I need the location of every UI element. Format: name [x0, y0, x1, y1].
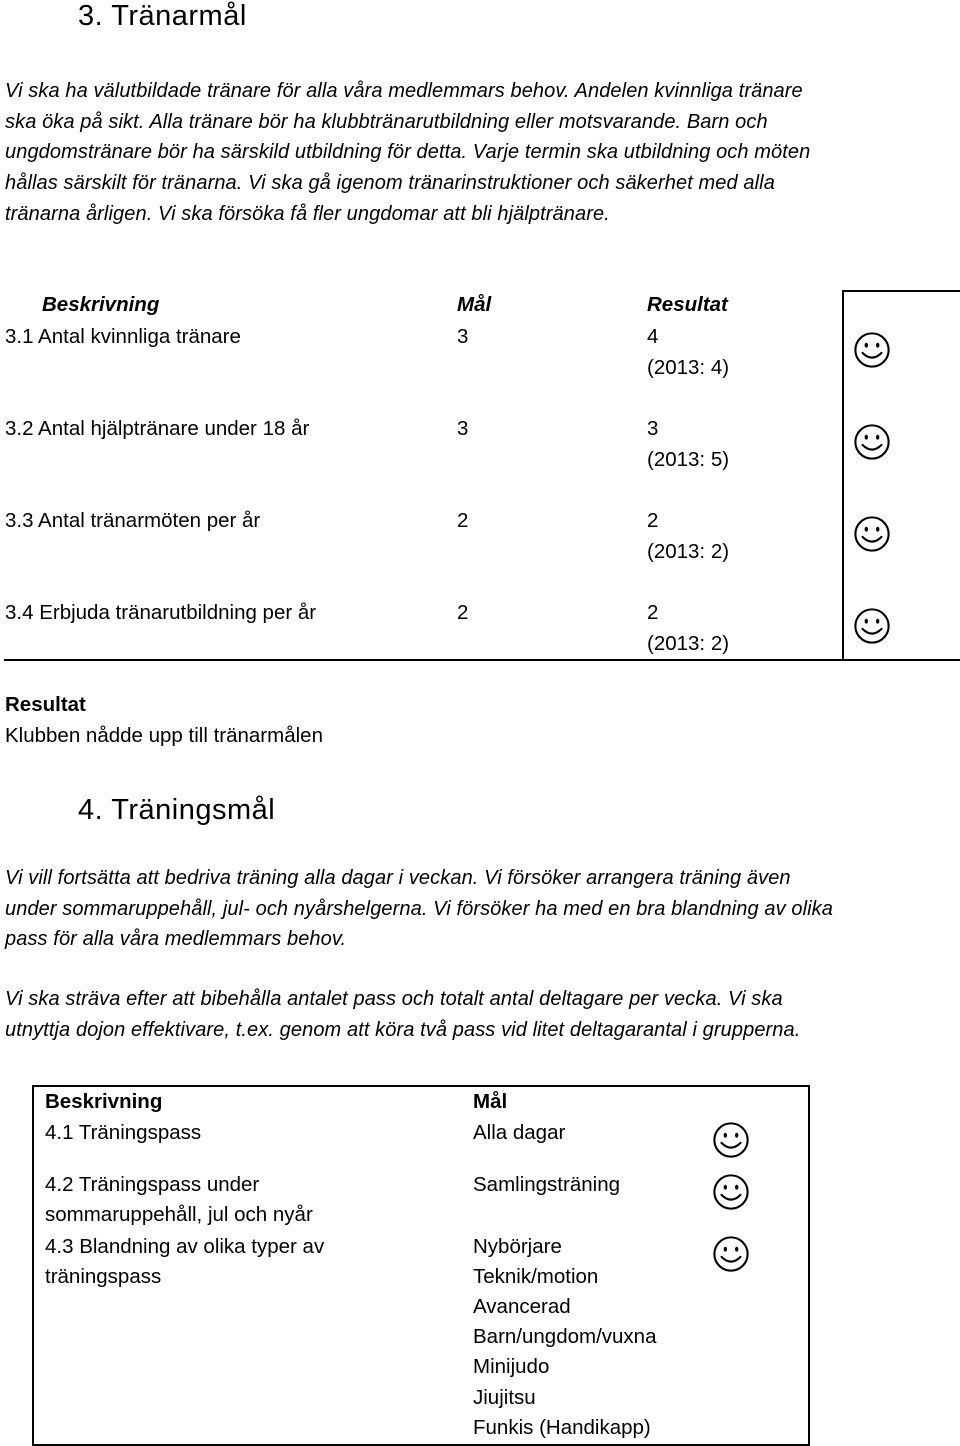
row-goal: Jiujitsu	[473, 1386, 536, 1409]
row-goal: Nybörjare	[473, 1235, 562, 1258]
row-previous-result: (2013: 2)	[647, 540, 730, 563]
row-previous-result: (2013: 2)	[647, 632, 730, 655]
row-description: 3.3 Antal tränarmöten per år	[5, 509, 261, 532]
row-goal: Barn/ungdom/vuxna	[473, 1325, 657, 1348]
row-result: 2	[647, 509, 659, 532]
header-description: Beskrivning	[42, 293, 160, 316]
row-goal: Alla dagar	[473, 1121, 566, 1144]
smiley-icon	[853, 607, 891, 645]
paragraph-line: Vi vill fortsätta att bedriva träning alla dagar i veckan. Vi försöker arrangera träning även	[5, 867, 791, 889]
paragraph-line: hållas särskilt för tränarna. Vi ska gå igenom tränarinstruktioner och säkerhet med alla	[5, 172, 775, 195]
paragraph-line: tränarna årligen. Vi ska försöka få fler ungdomar att bli hjälptränare.	[5, 202, 610, 225]
row-goal: 3	[457, 417, 469, 440]
row-goal: 2	[457, 509, 469, 532]
section-3-paragraph	[5, 76, 935, 230]
paragraph-line: utnyttja dojon effektivare, t.ex. genom att köra två pass vid litet deltagarantal i grupperna.	[5, 1018, 801, 1041]
row-previous-result: (2013: 4)	[647, 356, 730, 379]
row-description: 4.1 Träningspass	[45, 1121, 202, 1144]
table-border	[842, 290, 844, 661]
paragraph-line: Vi ska ha välutbildade tränare för alla våra medlemmars behov. Andelen kvinnliga tränare	[5, 80, 803, 102]
row-goal: Avancerad	[473, 1295, 571, 1318]
smiley-icon	[853, 331, 891, 369]
row-description: 3.2 Antal hjälptränare under 18 år	[5, 417, 310, 440]
section-4-paragraph-2	[5, 984, 935, 1045]
header-goal: Mål	[457, 293, 492, 316]
row-description: 3.4 Erbjuda tränarutbildning per år	[5, 601, 317, 624]
smiley-icon	[712, 1173, 750, 1211]
table-border	[842, 290, 960, 292]
paragraph-line: under sommaruppehåll, jul- och nyårshelgerna. Vi försöker ha med en bra blandning av olika	[5, 897, 833, 920]
smiley-icon	[712, 1121, 750, 1159]
header-goal: Mål	[473, 1090, 508, 1113]
row-result: 3	[647, 417, 659, 440]
row-description: träningspass	[45, 1265, 162, 1288]
row-previous-result: (2013: 5)	[647, 448, 730, 471]
row-result: 4	[647, 325, 659, 348]
row-description: sommaruppehåll, jul och nyår	[45, 1203, 313, 1226]
section-4-paragraph-1	[5, 863, 935, 955]
row-description: 4.3 Blandning av olika typer av	[45, 1235, 325, 1258]
smiley-icon	[712, 1235, 750, 1273]
row-result: 2	[647, 601, 659, 624]
paragraph-line: Vi ska sträva efter att bibehålla antalet pass och totalt antal deltagare per vecka. Vi ska	[5, 988, 783, 1010]
row-goal: 3	[457, 325, 469, 348]
smiley-icon	[853, 423, 891, 461]
result-text: Klubben nådde upp till tränarmålen	[5, 724, 323, 747]
row-description: 3.1 Antal kvinnliga tränare	[5, 325, 241, 348]
result-heading: Resultat	[5, 693, 86, 716]
section-3-heading: 3. Tränarmål	[78, 0, 247, 32]
table-border	[808, 1085, 810, 1446]
paragraph-line: ska öka på sikt. Alla tränare bör ha klubbtränarutbildning eller motsvarande. Barn och	[5, 110, 768, 133]
row-goal: Teknik/motion	[473, 1265, 599, 1288]
paragraph-line: pass för alla våra medlemmars behov.	[5, 928, 347, 951]
row-goal: Funkis (Handikapp)	[473, 1416, 651, 1439]
smiley-icon	[853, 515, 891, 553]
header-result: Resultat	[647, 293, 728, 316]
row-description: 4.2 Träningspass under	[45, 1173, 260, 1196]
row-goal: Samlingsträning	[473, 1173, 620, 1196]
row-goal: Minijudo	[473, 1355, 550, 1378]
section-4-heading: 4. Träningsmål	[78, 794, 276, 826]
paragraph-line: ungdomstränare bör ha särskild utbildning för detta. Varje termin ska utbildning och möten	[5, 141, 811, 164]
table-border	[32, 1085, 34, 1446]
row-goal: 2	[457, 601, 469, 624]
header-description: Beskrivning	[45, 1090, 163, 1113]
table-border	[4, 659, 960, 661]
